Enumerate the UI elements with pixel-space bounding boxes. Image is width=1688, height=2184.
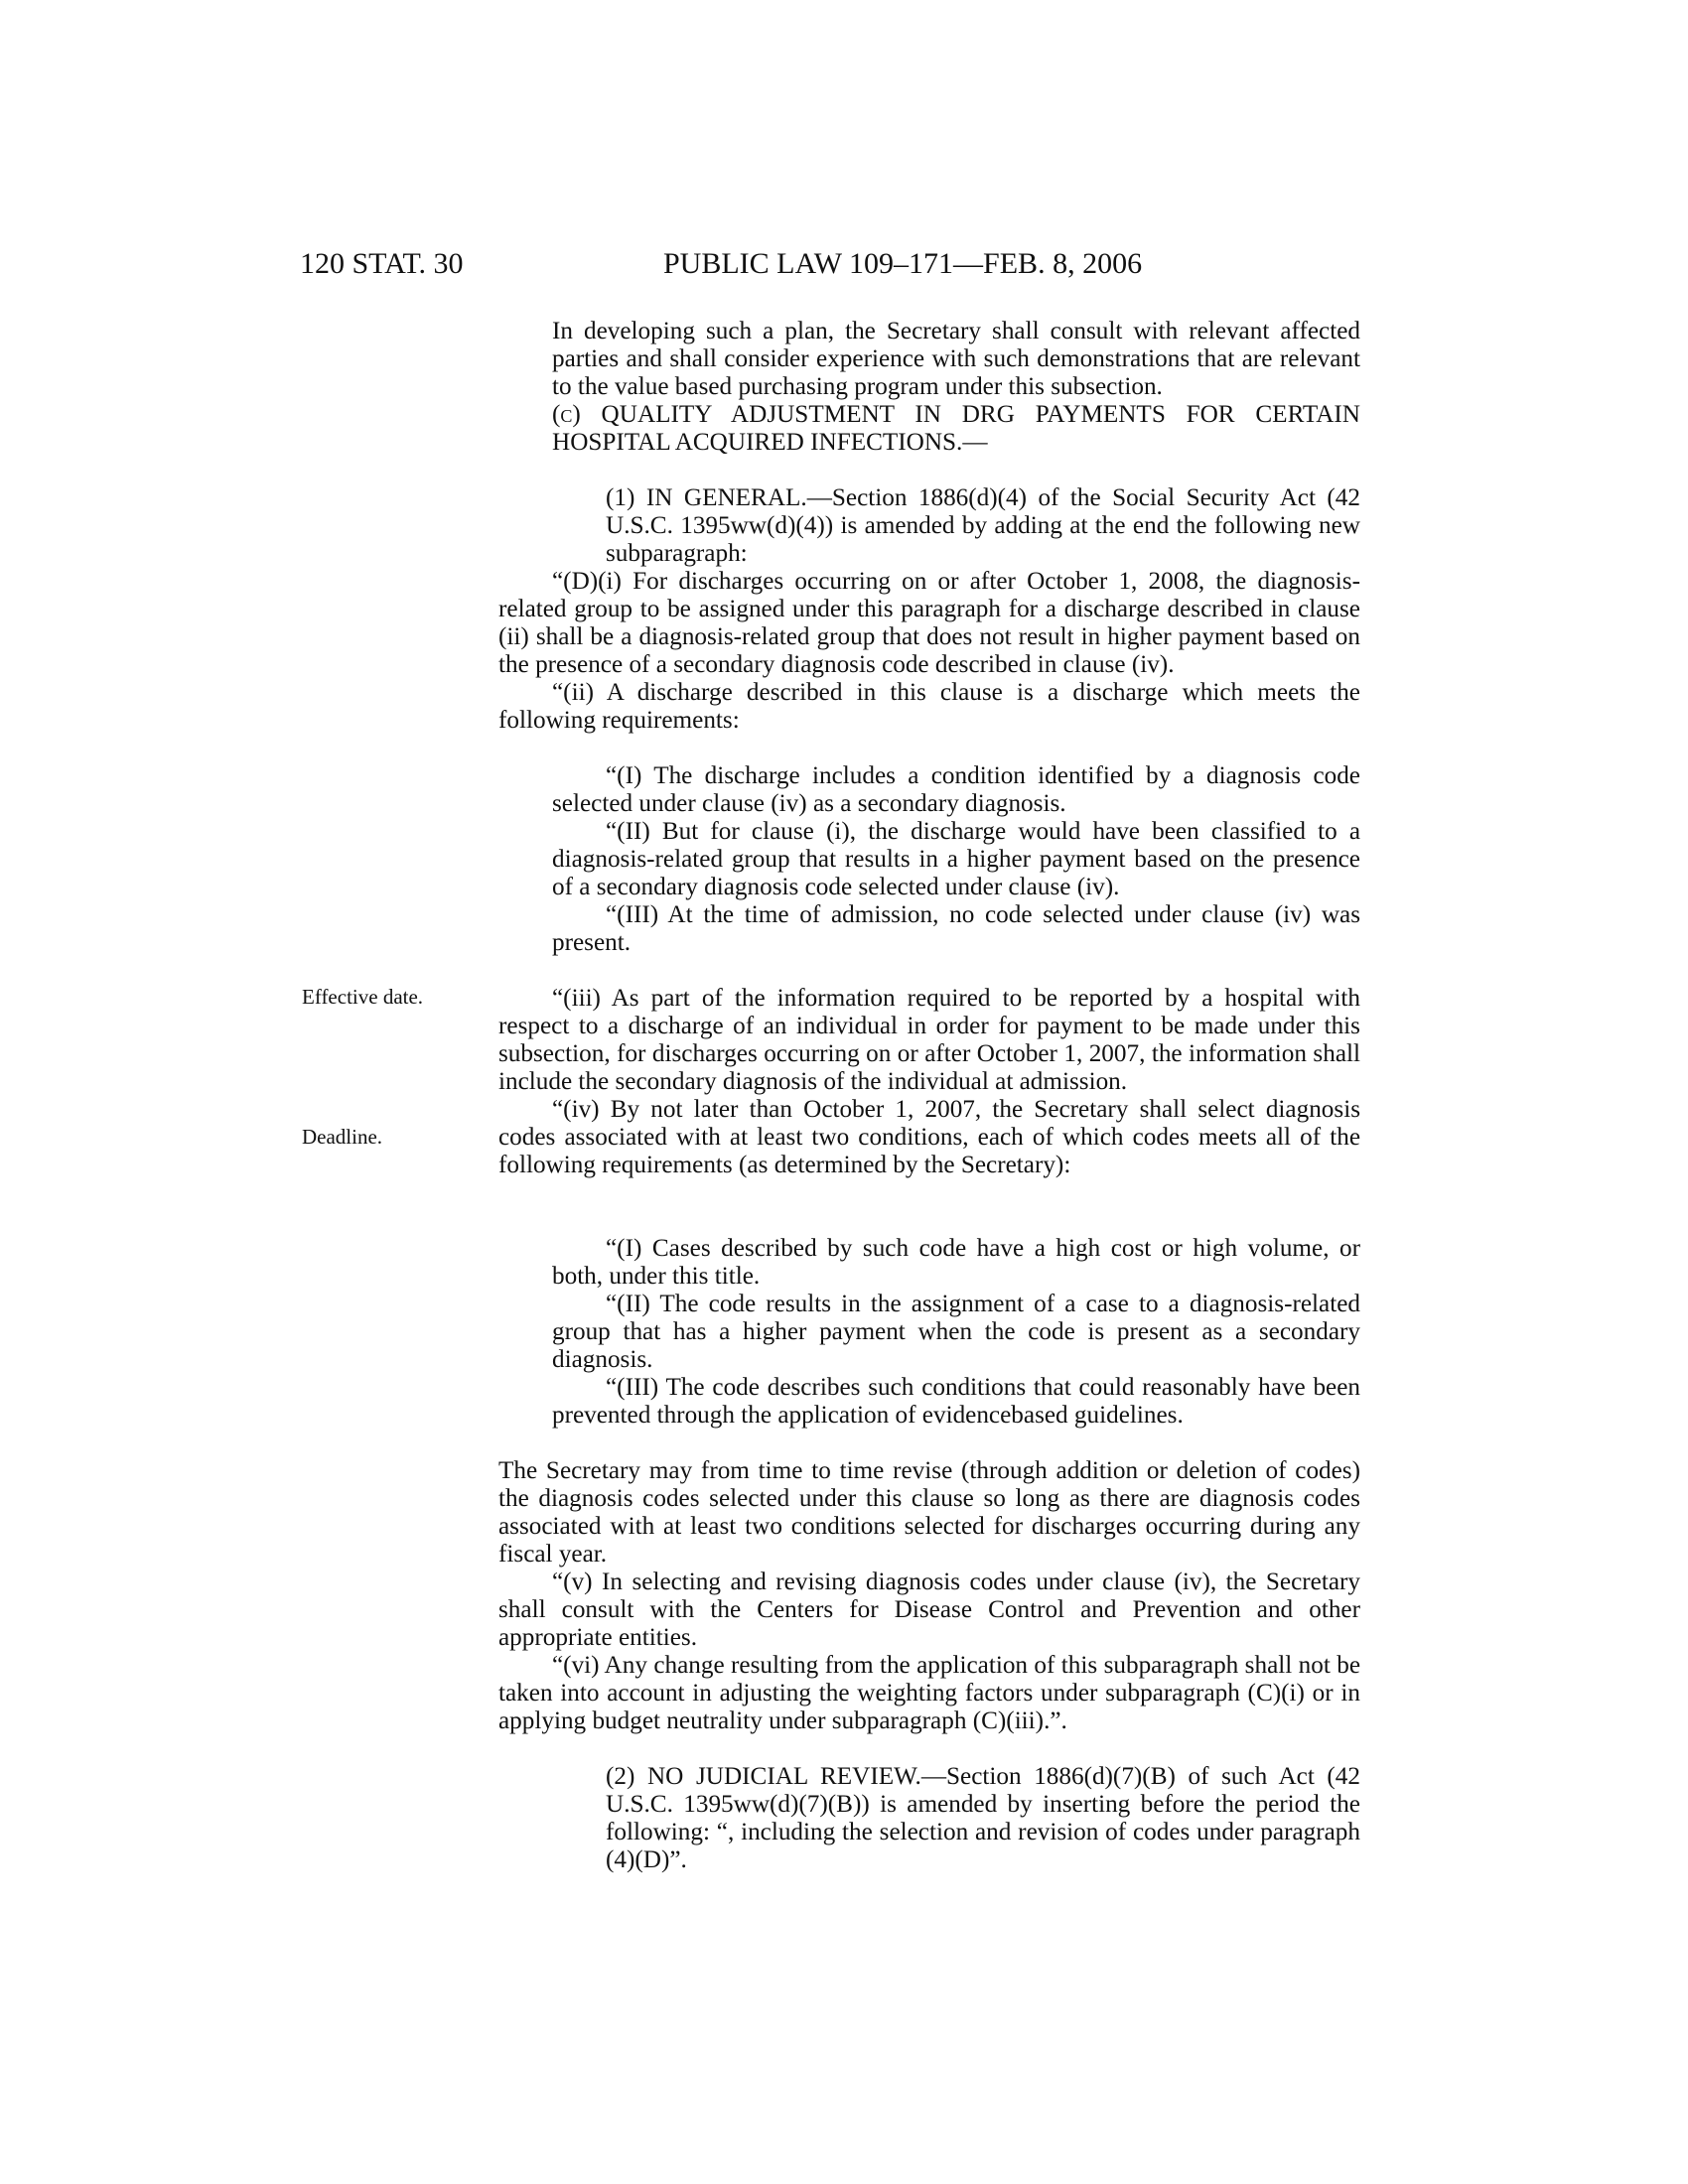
clause-ii: “(ii) A discharge described in this clause is a discharge which meets the following requirements: bbox=[498, 679, 1360, 735]
paragraph-plan-consultation: In developing such a plan, the Secretary shall consult with relevant affected parties and shall consider experience with such demonstrations that are relevant to the value based purchasing program under this subsection. bbox=[552, 318, 1360, 401]
margin-note-effective-date: Effective date. bbox=[302, 985, 424, 1009]
running-header: PUBLIC LAW 109–171—FEB. 8, 2006 bbox=[663, 247, 1143, 280]
subclause-iv-II: “(II) The code results in the assignment of a case to a diagnosis-related group that has a higher payment when the code is present as a secondary diagnosis. bbox=[552, 1291, 1360, 1374]
paragraph-2-text: (2) NO JUDICIAL REVIEW.—Section 1886(d)(7)(B) of such Act (42 U.S.C. 1395ww(d)(7)(B)) is amended by inserting before the period the following: “, including the selection and revision of codes under paragraph (4)(D)”. bbox=[606, 1763, 1360, 1874]
subclause-iv-I: “(I) Cases described by such code have a high cost or high volume, or both, under this title. bbox=[552, 1235, 1360, 1291]
clause-vi: “(vi) Any change resulting from the application of this subparagraph shall not be taken into account in adjusting the weighting factors under subparagraph (C)(i) or in applying budget neutrality under subparagraph (C)(iii).”. bbox=[498, 1652, 1360, 1735]
clause-iii: “(iii) As part of the information required to be reported by a hospital with respect to a discharge of an individual in order for payment to be made under this subsection, for discharges occurring on or after October 1, 2007, the information shall include the secondary diagnosis of the individual at admission. bbox=[498, 985, 1360, 1096]
subclause-ii-I: “(I) The discharge includes a condition identified by a diagnosis code selected under clause (iv) as a secondary diagnosis. bbox=[552, 762, 1360, 818]
subsection-c-text: (c) QUALITY ADJUSTMENT IN DRG PAYMENTS FOR CERTAIN HOSPITAL ACQUIRED INFECTIONS.— bbox=[552, 401, 1360, 457]
revision-paragraph: The Secretary may from time to time revise (through addition or deletion of codes) the diagnosis codes selected under this clause so long as there are diagnosis codes associated with at least two conditions selected for discharges occurring during any fiscal year. bbox=[498, 1457, 1360, 1569]
clause-D-i: “(D)(i) For discharges occurring on or after October 1, 2008, the diagnosis-related group to be assigned under this paragraph for a discharge described in clause (ii) shall be a diagnosis-related group that does not result in higher payment based on the presence of a secondary diagnosis code described in clause (iv). bbox=[498, 568, 1360, 679]
paragraph-1-in-general bbox=[552, 484, 1360, 568]
subsection-c-heading bbox=[552, 401, 1360, 457]
subclause-ii-III: “(III) At the time of admission, no code selected under clause (iv) was present. bbox=[552, 901, 1360, 957]
subclause-iv-III: “(III) The code describes such conditions that could reasonably have been prevented through the application of evidencebased guidelines. bbox=[552, 1374, 1360, 1430]
paragraph-2-no-judicial-review bbox=[552, 1763, 1360, 1874]
page-stat-number: 120 STAT. 30 bbox=[300, 247, 464, 280]
subclause-ii-II: “(II) But for clause (i), the discharge would have been classified to a diagnosis-related group that results in a higher payment based on the presence of a secondary diagnosis code selected under clause (iv). bbox=[552, 818, 1360, 901]
paragraph-1-text: (1) IN GENERAL.—Section 1886(d)(4) of the Social Security Act (42 U.S.C. 1395ww(d)(4)) is amended by adding at the end the following new subparagraph: bbox=[606, 484, 1360, 568]
margin-note-deadline: Deadline. bbox=[302, 1125, 383, 1149]
clause-v: “(v) In selecting and revising diagnosis codes under clause (iv), the Secretary shall consult with the Centers for Disease Control and Prevention and other appropriate entities. bbox=[498, 1569, 1360, 1652]
clause-iv: “(iv) By not later than October 1, 2007, the Secretary shall select diagnosis codes associated with at least two conditions, each of which codes meets all of the following requirements (as determined by the Secretary): bbox=[498, 1096, 1360, 1179]
